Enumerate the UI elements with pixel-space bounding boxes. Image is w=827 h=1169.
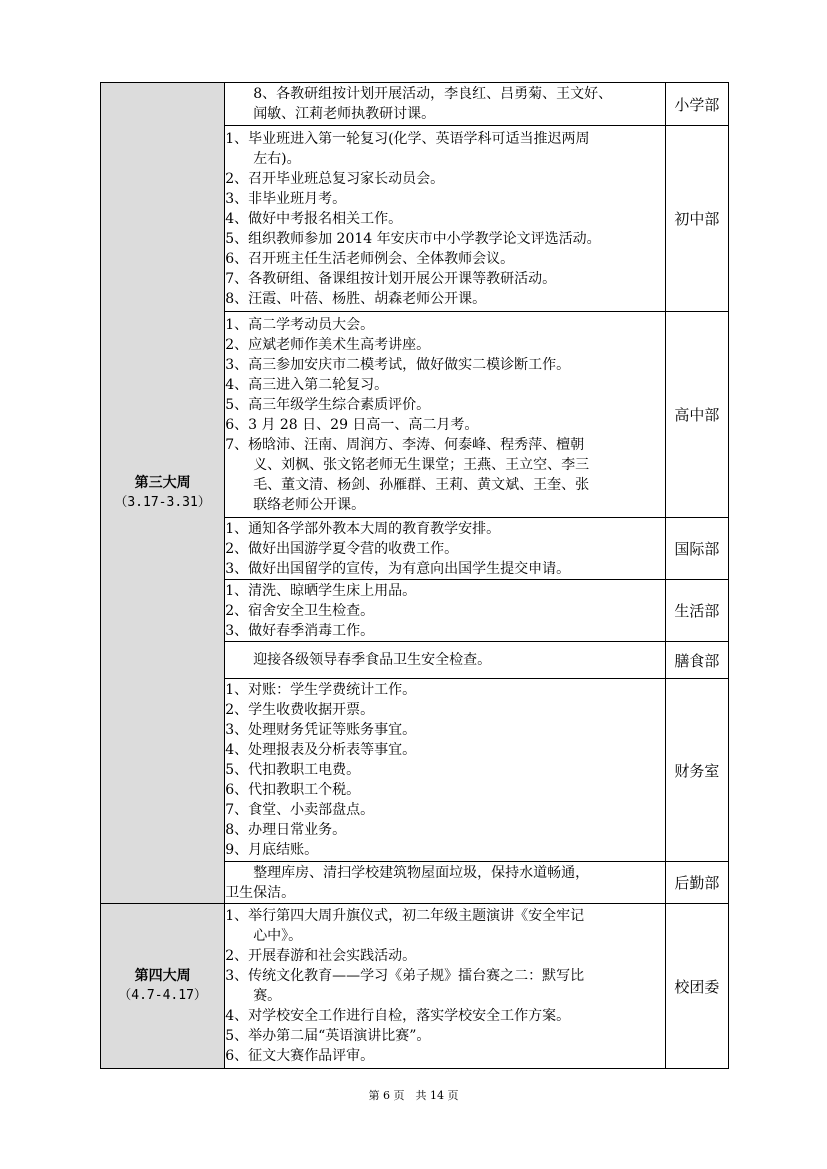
page-footer: 第 6 页 共 14 页 <box>368 1089 459 1102</box>
task-list <box>225 904 666 1069</box>
task-list <box>225 642 666 679</box>
task-line: 赛。 <box>253 988 282 1004</box>
task-line: 3、做好春季消毒工作。 <box>225 622 375 639</box>
task-line: 8、办理日常业务。 <box>225 822 347 838</box>
task-line: 2、开展春游和社会实践活动。 <box>225 948 417 964</box>
department-label: 后勤部 <box>665 862 728 904</box>
task-line: 心中》。 <box>253 928 303 944</box>
week-cell-third <box>101 83 225 904</box>
task-line: 3、处理财务凭证等账务事宜。 <box>225 722 417 738</box>
task-line: 7、食堂、小卖部盘点。 <box>225 802 375 818</box>
week-cell-fourth <box>101 904 225 1069</box>
week-title: 第三大周 <box>134 475 191 491</box>
task-line: 2、做好出国游学夏令营的收费工作。 <box>225 540 459 557</box>
task-line: 迎接各级领导春季食品卫生安全检查。 <box>253 652 492 668</box>
task-line: 5、高三年级学生综合素质评价。 <box>225 396 431 413</box>
task-list <box>225 862 666 904</box>
task-line: 1、对账：学生学费统计工作。 <box>225 682 417 698</box>
task-line: 整理库房、清扫学校建筑物屋面垃圾，保持水道畅通， <box>253 864 590 881</box>
task-line: 2、学生收费收据开票。 <box>225 702 375 718</box>
task-list <box>225 312 666 518</box>
task-line: 1、通知各学部外教本大周的教育教学安排。 <box>225 520 501 537</box>
task-line: 4、高三进入第二轮复习。 <box>225 376 389 393</box>
task-line: 联络老师公开课。 <box>253 496 366 513</box>
task-line: 7、各教研组、备课组按计划开展公开课等教研活动。 <box>225 270 557 287</box>
task-line: 5、举办第二届“英语演讲比赛”。 <box>225 1028 431 1044</box>
department-label: 小学部 <box>665 83 728 126</box>
table-row <box>101 904 729 1069</box>
task-line: 3、传统文化教育——学习《弟子规》擂台赛之二：默写比 <box>225 968 585 984</box>
task-line: 4、做好中考报名相关工作。 <box>225 210 403 227</box>
task-line: 3、做好出国留学的宣传，为有意向出国学生提交申请。 <box>225 560 571 577</box>
task-line: 1、毕业班进入第一轮复习(化学、英语学科可适当推迟两周 <box>225 130 590 147</box>
task-line: 4、处理报表及分析表等事宜。 <box>225 742 417 758</box>
task-list <box>225 126 666 312</box>
task-list <box>225 518 666 580</box>
department-label: 生活部 <box>665 580 728 642</box>
task-line: 6、召开班主任生活老师例会、全体教师会议。 <box>225 250 515 267</box>
task-line: 2、宿舍安全卫生检查。 <box>225 602 375 619</box>
task-line: 1、清洗、晾晒学生床上用品。 <box>225 582 417 599</box>
task-line: 2、召开毕业班总复习家长动员会。 <box>225 170 445 187</box>
task-line: 6、3 月 28 日、29 日高一、高二月考。 <box>225 416 479 433</box>
task-line: 8、汪霞、叶蓓、杨胜、胡森老师公开课。 <box>225 290 487 307</box>
task-line: 9、月底结账。 <box>225 842 319 858</box>
task-line: 4、对学校安全工作进行自检，落实学校安全工作方案。 <box>225 1008 571 1024</box>
department-label: 财务室 <box>665 679 728 862</box>
task-line: 义、刘枫、张文铭老师无生课堂；王燕、王立空、李三 <box>253 456 590 473</box>
department-label: 初中部 <box>665 126 728 312</box>
table-row <box>101 83 729 126</box>
task-line: 5、组织教师参加 2014 年安庆市中小学教学论文评选活动。 <box>225 230 601 247</box>
week-range: （4.7-4.17） <box>118 988 207 1003</box>
task-line: 3、非毕业班月考。 <box>225 190 347 207</box>
task-line: 卫生保洁。 <box>225 884 296 901</box>
task-list <box>225 83 666 126</box>
task-line: 1、举行第四大周升旗仪式，初二年级主题演讲《安全牢记 <box>225 908 585 924</box>
task-line: 3、高三参加安庆市二模考试，做好做实二模诊断工作。 <box>225 356 571 373</box>
task-line: 1、高二学考动员大会。 <box>225 316 375 333</box>
task-line: 6、征文大赛作品评审。 <box>225 1048 375 1064</box>
task-list <box>225 679 666 862</box>
task-line: 2、应斌老师作美术生高考讲座。 <box>225 336 431 353</box>
task-line: 闻敏、江莉老师执教研讨课。 <box>253 106 436 122</box>
task-line: 毛、董文清、杨剑、孙雁群、王莉、黄文斌、王奎、张 <box>253 476 590 493</box>
department-label: 校团委 <box>665 904 728 1069</box>
task-line: 8、各教研组按计划开展活动，李良红、吕勇菊、王文好、 <box>253 86 613 102</box>
department-label: 膳食部 <box>665 642 728 679</box>
department-label: 高中部 <box>665 312 728 518</box>
weekly-plan-table <box>100 82 729 1069</box>
task-line: 6、代扣教职工个税。 <box>225 782 361 798</box>
week-range: （3.17-3.31） <box>114 495 211 510</box>
week-title: 第四大周 <box>134 968 191 984</box>
task-line: 5、代扣教职工电费。 <box>225 762 361 778</box>
task-line: 7、杨晗沛、汪南、周润方、李涛、何泰峰、程秀萍、檀朝 <box>225 436 585 453</box>
task-list <box>225 580 666 642</box>
task-line: 左右)。 <box>253 150 301 167</box>
department-label: 国际部 <box>665 518 728 580</box>
